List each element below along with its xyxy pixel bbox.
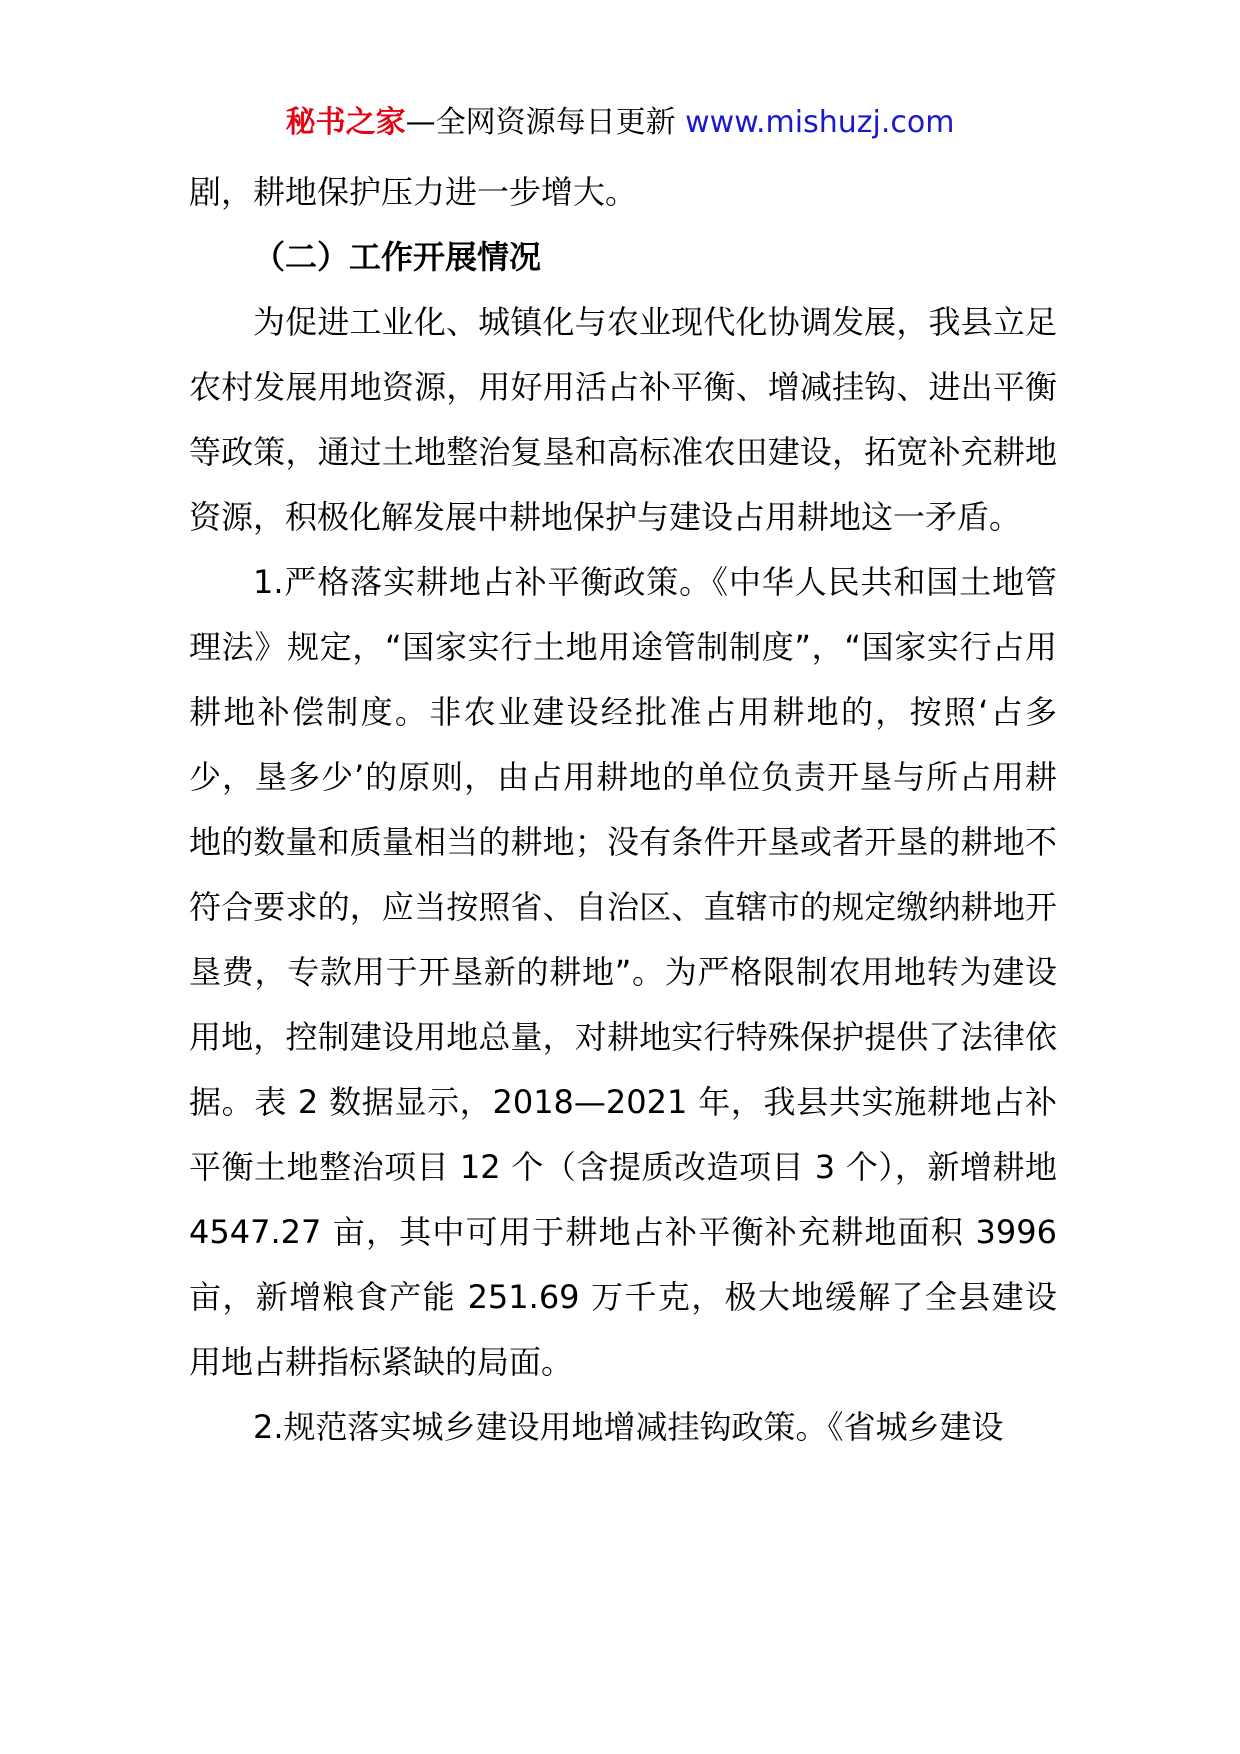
item1-paragraph: 1.严格落实耕地占补平衡政策。《中华人民共和国土地管理法》规定，“国家实行土地用途管制制度”，“国家实行占用耕地补偿制度。非农业建设经批准占用耕地的，按照‘占多少，垦多少’的原则，由占用耕地的单位负责开垦与所占用耕地的数量和质量相当的耕地；没有条件开垦或者开垦的耕地不符合要求的，应当按照省、自治区、直辖市的规定缴纳耕地开垦费，专款用于开垦新的耕地”。为严格限制农用地转为建设用地，控制建设用地总量，对耕地实行特殊保护提供了法律依据。表 2 数据显示，2018—2021 年，我县共实施耕地占补平衡土地整治项目 12 个（含提质改造项目 3 个），新增耕地 4547.27 亩，其中可用于耕地占补平衡补充耕地面积 3996 亩，新增粮食产能 251.69 万千克，极大地缓解了全县建设用地占耕指标紧缺的局面。 — [189, 563, 1057, 1381]
header-url[interactable]: www.mishuzj.com — [685, 105, 955, 140]
section-heading: （二）工作开展情况 — [253, 238, 542, 276]
brand-name: 秘书之家 — [285, 105, 406, 140]
header-tagline: —全网资源每日更新 — [405, 105, 686, 140]
document-body — [189, 160, 1057, 1460]
watermark-header — [0, 103, 1240, 143]
continuation-text: 剧，耕地保护压力进一步增大。 — [189, 173, 638, 211]
item2-paragraph: 2.规范落实城乡建设用地增减挂钩政策。《省城乡建设 — [253, 1408, 1004, 1446]
intro-paragraph: 为促进工业化、城镇化与农业现代化协调发展，我县立足农村发展用地资源，用好用活占补平衡、增减挂钩、进出平衡等政策，通过土地整治复垦和高标准农田建设，拓宽补充耕地资源，积极化解发展中耕地保护与建设占用耕地这一矛盾。 — [189, 303, 1057, 536]
